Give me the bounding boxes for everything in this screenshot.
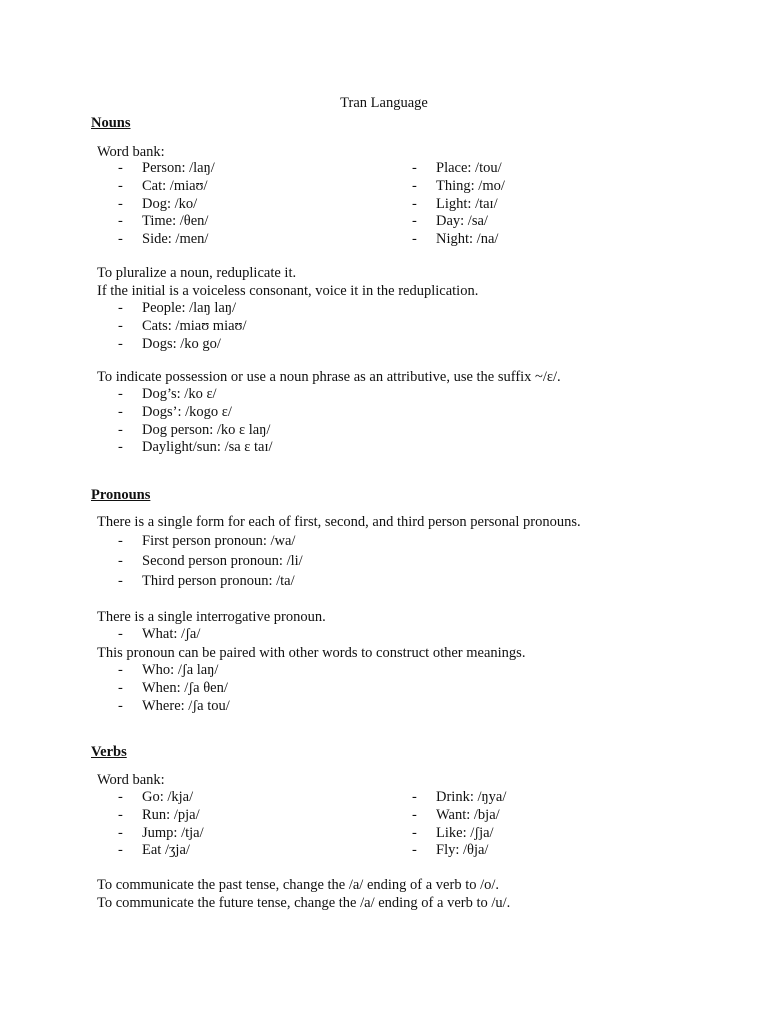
interrogative-pronoun-list bbox=[118, 626, 200, 644]
list-item: - Day: /sa/ bbox=[412, 213, 505, 231]
list-item: - Light: /taɪ/ bbox=[412, 196, 505, 214]
plural-rule-line-2: If the initial is a voiceless consonant, voice it in the reduplication. bbox=[97, 283, 479, 299]
plural-rule-line-1: To pluralize a noun, reduplicate it. bbox=[97, 265, 297, 281]
list-item: - Who: /ʃa laŋ/ bbox=[118, 662, 230, 680]
verbs-wordbank-right-list bbox=[412, 789, 506, 860]
list-item: - Dog person: /ko ɛ laŋ/ bbox=[118, 422, 273, 440]
list-item: - Person: /laŋ/ bbox=[118, 160, 215, 178]
list-item: - Fly: /θja/ bbox=[412, 842, 506, 860]
list-item: - Drink: /ŋya/ bbox=[412, 789, 506, 807]
list-item: - People: /laŋ laŋ/ bbox=[118, 300, 247, 318]
list-item: - Run: /pja/ bbox=[118, 807, 204, 825]
list-item: - Like: /ʃja/ bbox=[412, 825, 506, 843]
possession-rule-line: To indicate possession or use a noun phrase as an attributive, use the suffix ~/ɛ/. bbox=[97, 369, 561, 385]
list-item: - Side: /men/ bbox=[118, 231, 215, 249]
list-item: - Dogs’: /kogo ɛ/ bbox=[118, 404, 273, 422]
paired-pronoun-list bbox=[118, 662, 230, 715]
section-heading-verbs: Verbs bbox=[91, 744, 127, 760]
list-item: - Second person pronoun: /li/ bbox=[118, 551, 303, 571]
future-tense-line: To communicate the future tense, change the /a/ ending of a verb to /u/. bbox=[97, 895, 511, 911]
list-item: - Third person pronoun: /ta/ bbox=[118, 571, 303, 591]
list-item: - Cat: /miaʊ/ bbox=[118, 178, 215, 196]
list-item: - Dog: /ko/ bbox=[118, 196, 215, 214]
personal-pronoun-line: There is a single form for each of first, second, and third person personal pronouns. bbox=[97, 514, 581, 530]
paired-pronoun-line: This pronoun can be paired with other words to construct other meanings. bbox=[97, 645, 526, 661]
section-heading-pronouns: Pronouns bbox=[91, 487, 151, 503]
list-item: - Dog’s: /ko ɛ/ bbox=[118, 386, 273, 404]
list-item: - Daylight/sun: /sa ɛ taɪ/ bbox=[118, 439, 273, 457]
nouns-wordbank-right-list bbox=[412, 160, 505, 249]
personal-pronoun-list bbox=[118, 531, 303, 591]
list-item: - Go: /kja/ bbox=[118, 789, 204, 807]
plural-examples-list bbox=[118, 300, 247, 353]
list-item: - Eat /ʒja/ bbox=[118, 842, 204, 860]
list-item: - Want: /bja/ bbox=[412, 807, 506, 825]
verbs-wordbank-left-list bbox=[118, 789, 204, 860]
list-item: - Jump: /tja/ bbox=[118, 825, 204, 843]
interrogative-pronoun-line: There is a single interrogative pronoun. bbox=[97, 609, 326, 625]
list-item: - Place: /tou/ bbox=[412, 160, 505, 178]
list-item: - Cats: /miaʊ miaʊ/ bbox=[118, 318, 247, 336]
section-heading-nouns: Nouns bbox=[91, 115, 131, 131]
list-item: - Dogs: /ko go/ bbox=[118, 336, 247, 354]
verbs-wordbank-label: Word bank: bbox=[97, 772, 165, 788]
list-item: - Where: /ʃa tou/ bbox=[118, 698, 230, 716]
list-item: - Night: /na/ bbox=[412, 231, 505, 249]
list-item: - What: /ʃa/ bbox=[118, 626, 200, 644]
past-tense-line: To communicate the past tense, change the /a/ ending of a verb to /o/. bbox=[97, 877, 500, 893]
list-item: - First person pronoun: /wa/ bbox=[118, 531, 303, 551]
possession-examples-list bbox=[118, 386, 273, 457]
list-item: - Thing: /mo/ bbox=[412, 178, 505, 196]
nouns-wordbank-label: Word bank: bbox=[97, 144, 165, 160]
document-title: Tran Language bbox=[340, 95, 428, 111]
list-item: - Time: /θen/ bbox=[118, 213, 215, 231]
nouns-wordbank-left-list bbox=[118, 160, 215, 249]
list-item: - When: /ʃa θen/ bbox=[118, 680, 230, 698]
